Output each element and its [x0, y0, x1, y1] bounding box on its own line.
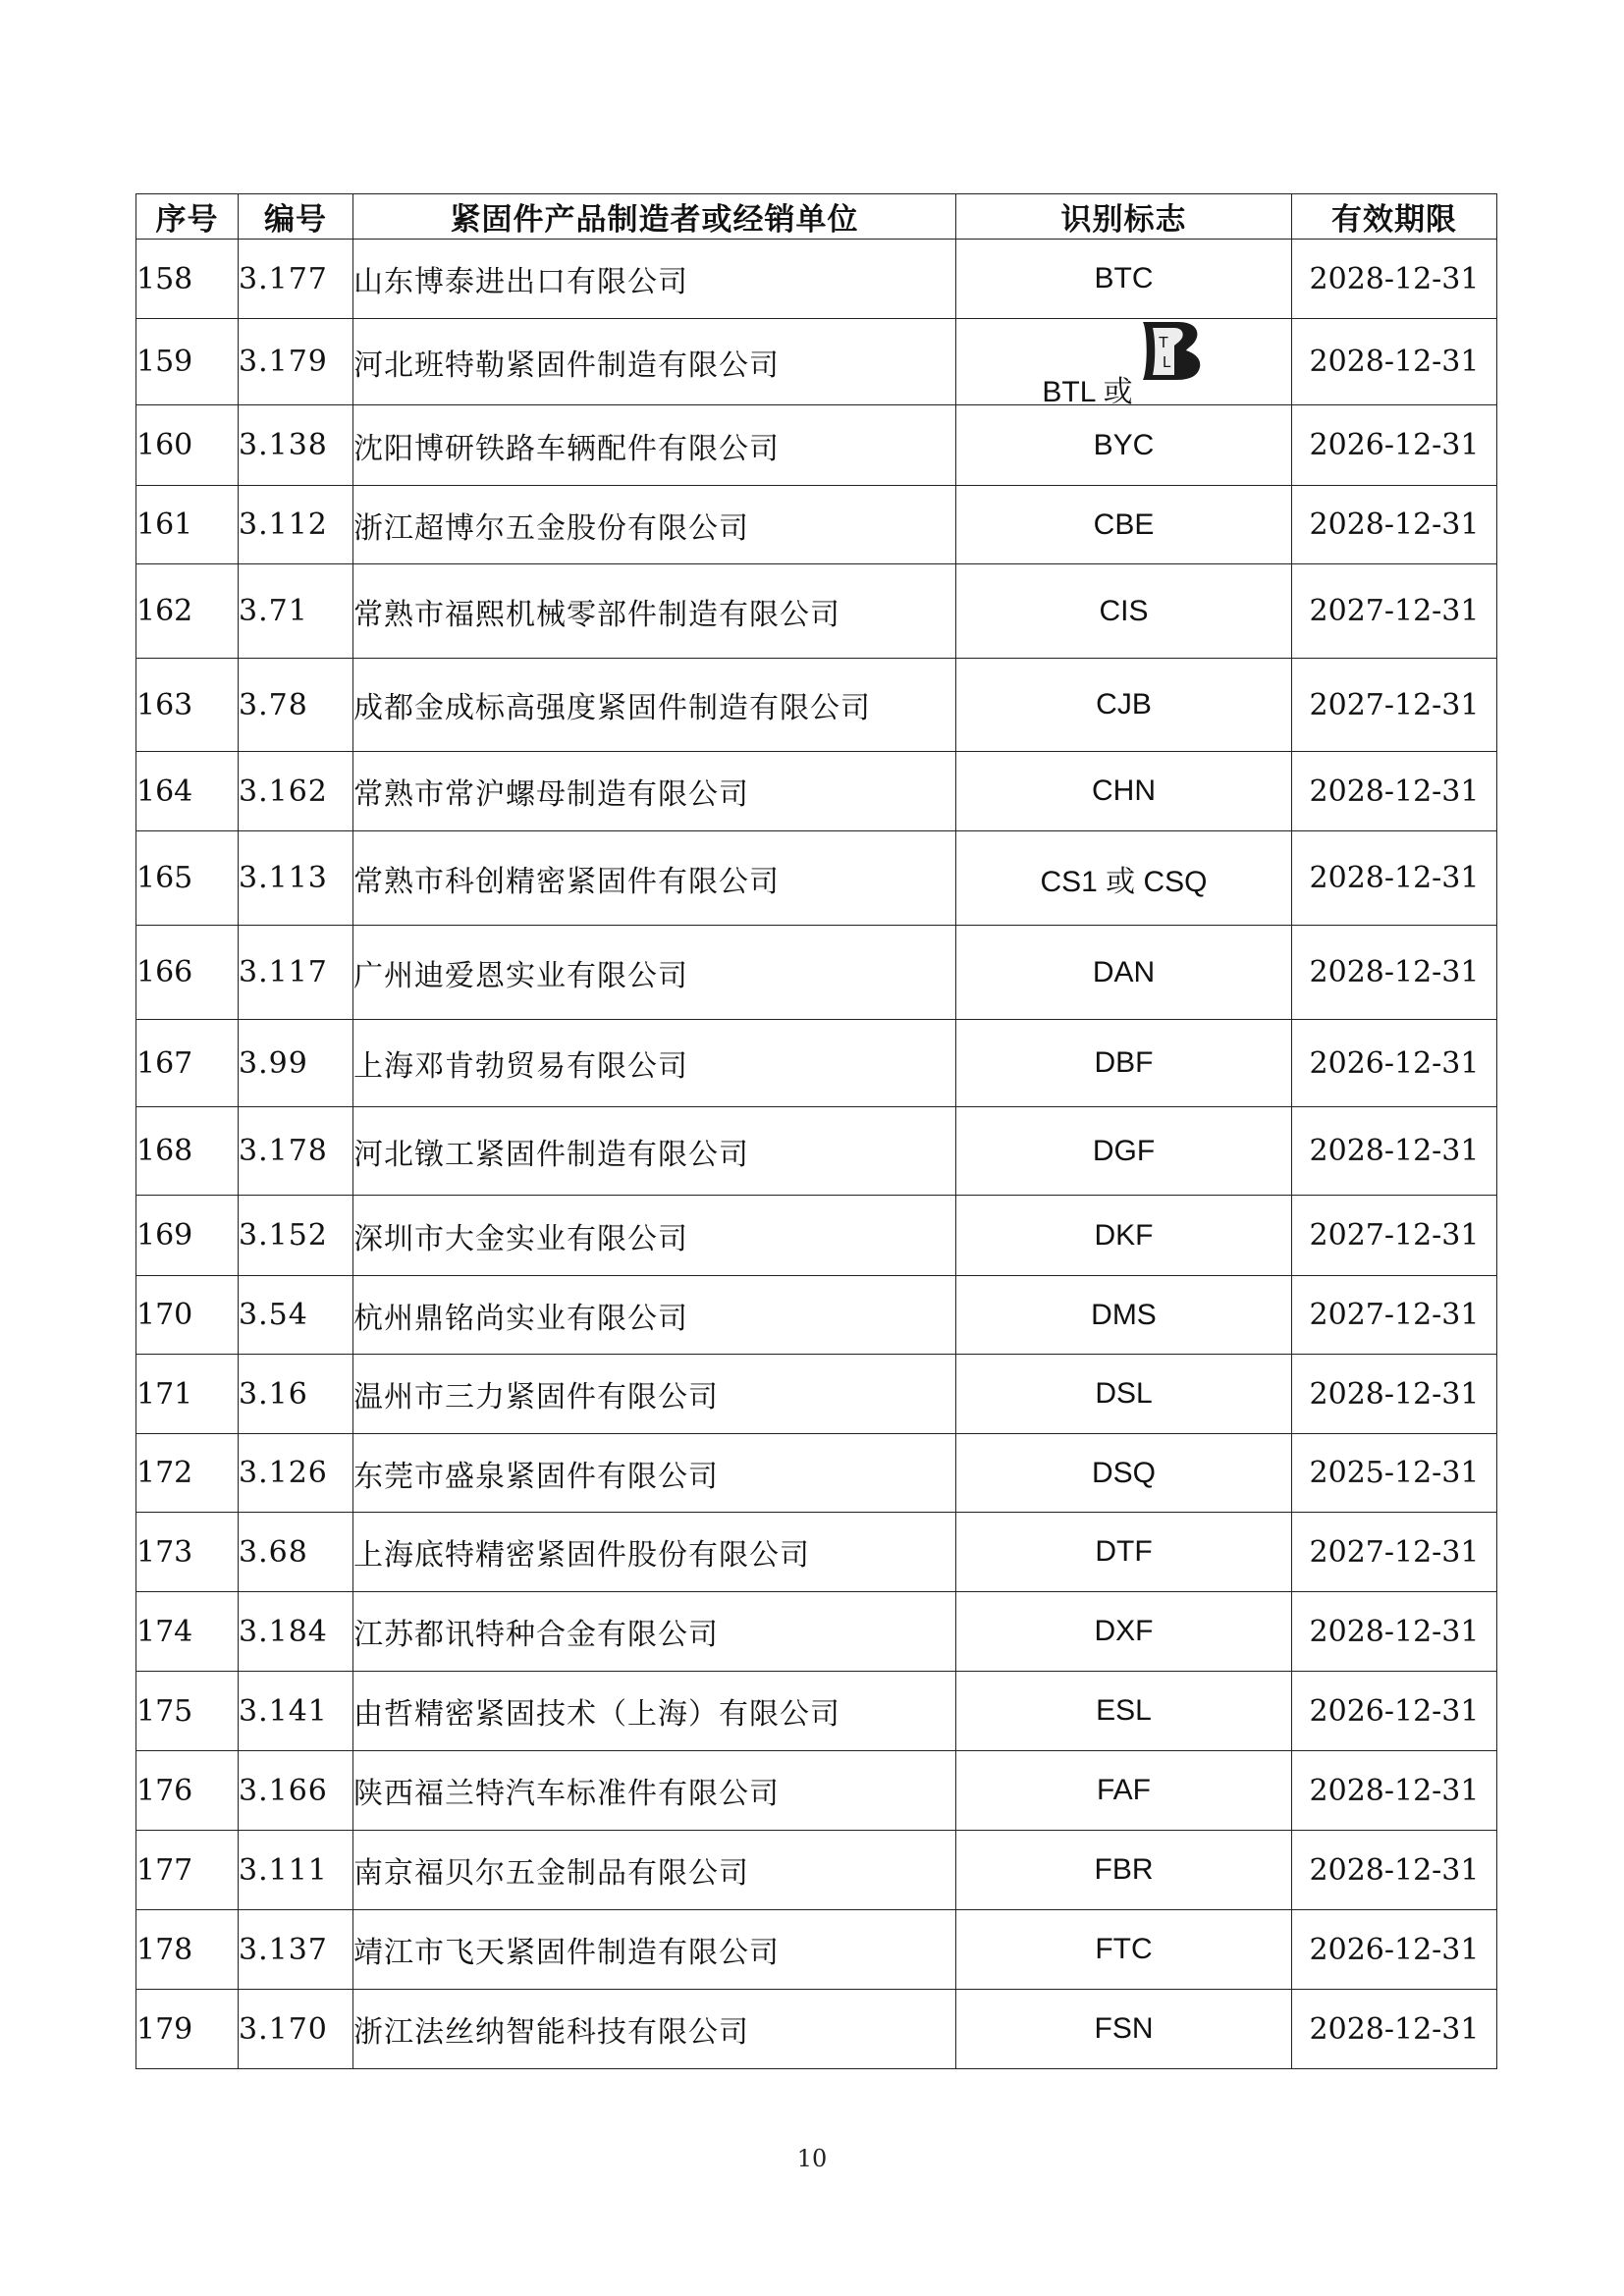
cell-company-name: 河北班特勒紧固件制造有限公司 — [353, 319, 956, 405]
table-row — [136, 752, 1497, 831]
cell-seq: 161 — [136, 486, 239, 564]
cell-mark: ESL — [956, 1672, 1292, 1751]
cell-company-name: 温州市三力紧固件有限公司 — [353, 1355, 956, 1434]
cell-valid-date: 2027-12-31 — [1292, 1196, 1497, 1276]
cell-seq: 162 — [136, 564, 239, 659]
cell-seq: 172 — [136, 1434, 239, 1513]
table-row — [136, 1276, 1497, 1355]
cell-seq: 175 — [136, 1672, 239, 1751]
header-mark: 识别标志 — [956, 194, 1292, 240]
cell-valid-date: 2028-12-31 — [1292, 1592, 1497, 1672]
cell-mark: DXF — [956, 1592, 1292, 1672]
table-row — [136, 831, 1497, 926]
cell-company-name: 常熟市常沪螺母制造有限公司 — [353, 752, 956, 831]
cell-valid-date: 2028-12-31 — [1292, 1751, 1497, 1831]
cell-mark: DSL — [956, 1355, 1292, 1434]
cell-valid-date: 2028-12-31 — [1292, 1990, 1497, 2069]
logo-letter-l: L — [1162, 352, 1170, 371]
cell-mark: BTC — [956, 240, 1292, 319]
cell-seq: 170 — [136, 1276, 239, 1355]
cell-code: 3.99 — [239, 1020, 353, 1107]
cell-company-name: 沈阳博研铁路车辆配件有限公司 — [353, 405, 956, 486]
cell-mark: FBR — [956, 1831, 1292, 1910]
table-row — [136, 1910, 1497, 1990]
cell-code: 3.78 — [239, 659, 353, 752]
table-row — [136, 1434, 1497, 1513]
cell-valid-date: 2026-12-31 — [1292, 405, 1497, 486]
table-row — [136, 1751, 1497, 1831]
cell-seq: 169 — [136, 1196, 239, 1276]
cell-mark: DSQ — [956, 1434, 1292, 1513]
cell-company-name: 山东博泰进出口有限公司 — [353, 240, 956, 319]
cell-mark: CHN — [956, 752, 1292, 831]
cell-code: 3.162 — [239, 752, 353, 831]
cell-code: 3.170 — [239, 1990, 353, 2069]
cell-company-name: 东莞市盛泉紧固件有限公司 — [353, 1434, 956, 1513]
cell-mark: CJB — [956, 659, 1292, 752]
table-row — [136, 1831, 1497, 1910]
header-seq: 序号 — [136, 194, 239, 240]
table-row — [136, 1990, 1497, 2069]
cell-company-name: 深圳市大金实业有限公司 — [353, 1196, 956, 1276]
cell-code: 3.126 — [239, 1434, 353, 1513]
cell-company-name: 陕西福兰特汽车标准件有限公司 — [353, 1751, 956, 1831]
table-row — [136, 1355, 1497, 1434]
table-row — [136, 1592, 1497, 1672]
table-row — [136, 405, 1497, 486]
cell-mark: CIS — [956, 564, 1292, 659]
cell-valid-date: 2027-12-31 — [1292, 564, 1497, 659]
cell-mark — [956, 319, 1292, 408]
cell-seq: 178 — [136, 1910, 239, 1990]
cell-valid-date: 2027-12-31 — [1292, 659, 1497, 752]
cell-seq: 179 — [136, 1990, 239, 2069]
cell-code: 3.137 — [239, 1910, 353, 1990]
cell-mark: DTF — [956, 1513, 1292, 1592]
table-row — [136, 240, 1497, 319]
table-row — [136, 564, 1497, 659]
table-row — [136, 1196, 1497, 1276]
header-code: 编号 — [239, 194, 353, 240]
cell-code: 3.111 — [239, 1831, 353, 1910]
table-header-row — [136, 194, 1497, 240]
mark-text: BTL 或 — [1042, 375, 1133, 408]
cell-code: 3.177 — [239, 240, 353, 319]
cell-valid-date: 2027-12-31 — [1292, 1513, 1497, 1592]
cell-valid-date: 2027-12-31 — [1292, 1276, 1497, 1355]
cell-seq: 173 — [136, 1513, 239, 1592]
cell-valid-date: 2026-12-31 — [1292, 1020, 1497, 1107]
cell-valid-date: 2028-12-31 — [1292, 926, 1497, 1020]
cell-company-name: 江苏都讯特种合金有限公司 — [353, 1592, 956, 1672]
cell-company-name: 由哲精密紧固技术（上海）有限公司 — [353, 1672, 956, 1751]
cell-code: 3.184 — [239, 1592, 353, 1672]
cell-mark: DGF — [956, 1107, 1292, 1196]
cell-mark: CS1 或 CSQ — [956, 831, 1292, 926]
page-number: 10 — [796, 2145, 828, 2172]
cell-mark: CBE — [956, 486, 1292, 564]
cell-code: 3.113 — [239, 831, 353, 926]
b-shield-logo-icon — [1137, 318, 1206, 383]
cell-company-name: 成都金成标高强度紧固件制造有限公司 — [353, 659, 956, 752]
cell-seq: 176 — [136, 1751, 239, 1831]
cell-seq: 167 — [136, 1020, 239, 1107]
cell-company-name: 浙江超博尔五金股份有限公司 — [353, 486, 956, 564]
cell-code: 3.138 — [239, 405, 353, 486]
cell-seq: 168 — [136, 1107, 239, 1196]
cell-valid-date: 2028-12-31 — [1292, 486, 1497, 564]
table-row — [136, 319, 1497, 405]
cell-valid-date: 2026-12-31 — [1292, 1910, 1497, 1990]
cell-mark: DAN — [956, 926, 1292, 1020]
cell-code: 3.178 — [239, 1107, 353, 1196]
cell-code: 3.141 — [239, 1672, 353, 1751]
cell-valid-date: 2028-12-31 — [1292, 319, 1497, 405]
cell-seq: 177 — [136, 1831, 239, 1910]
table-row — [136, 659, 1497, 752]
cell-company-name: 上海邓肯勃贸易有限公司 — [353, 1020, 956, 1107]
cell-company-name: 上海底特精密紧固件股份有限公司 — [353, 1513, 956, 1592]
cell-valid-date: 2025-12-31 — [1292, 1434, 1497, 1513]
header-valid: 有效期限 — [1292, 194, 1497, 240]
cell-seq: 160 — [136, 405, 239, 486]
cell-mark: DMS — [956, 1276, 1292, 1355]
cell-company-name: 常熟市福熙机械零部件制造有限公司 — [353, 564, 956, 659]
cell-valid-date: 2028-12-31 — [1292, 1107, 1497, 1196]
cell-company-name: 靖江市飞天紧固件制造有限公司 — [353, 1910, 956, 1990]
cell-mark: FSN — [956, 1990, 1292, 2069]
cell-company-name: 河北镦工紧固件制造有限公司 — [353, 1107, 956, 1196]
cell-code: 3.179 — [239, 319, 353, 405]
table-row — [136, 1513, 1497, 1592]
table-row — [136, 1020, 1497, 1107]
cell-seq: 165 — [136, 831, 239, 926]
cell-code: 3.16 — [239, 1355, 353, 1434]
table-row — [136, 1107, 1497, 1196]
cell-mark: BYC — [956, 405, 1292, 486]
cell-mark: DKF — [956, 1196, 1292, 1276]
cell-mark: DBF — [956, 1020, 1292, 1107]
cell-code: 3.68 — [239, 1513, 353, 1592]
cell-seq: 166 — [136, 926, 239, 1020]
cell-company-name: 浙江法丝纳智能科技有限公司 — [353, 1990, 956, 2069]
header-name: 紧固件产品制造者或经销单位 — [353, 194, 956, 240]
cell-mark: FTC — [956, 1910, 1292, 1990]
cell-seq: 171 — [136, 1355, 239, 1434]
cell-mark: FAF — [956, 1751, 1292, 1831]
cell-code: 3.117 — [239, 926, 353, 1020]
table-row — [136, 486, 1497, 564]
cell-valid-date: 2028-12-31 — [1292, 1355, 1497, 1434]
cell-seq: 158 — [136, 240, 239, 319]
cell-company-name: 广州迪爱恩实业有限公司 — [353, 926, 956, 1020]
cell-valid-date: 2028-12-31 — [1292, 831, 1497, 926]
cell-seq: 163 — [136, 659, 239, 752]
cell-code: 3.54 — [239, 1276, 353, 1355]
cell-company-name: 南京福贝尔五金制品有限公司 — [353, 1831, 956, 1910]
cell-company-name: 常熟市科创精密紧固件有限公司 — [353, 831, 956, 926]
cell-seq: 164 — [136, 752, 239, 831]
table-row — [136, 926, 1497, 1020]
cell-code: 3.71 — [239, 564, 353, 659]
cell-code: 3.152 — [239, 1196, 353, 1276]
cell-valid-date: 2028-12-31 — [1292, 1831, 1497, 1910]
logo-letter-t: T — [1159, 333, 1168, 351]
fastener-registry-table — [135, 193, 1497, 2069]
cell-valid-date: 2028-12-31 — [1292, 752, 1497, 831]
cell-code: 3.112 — [239, 486, 353, 564]
cell-valid-date: 2026-12-31 — [1292, 1672, 1497, 1751]
cell-seq: 174 — [136, 1592, 239, 1672]
cell-valid-date: 2028-12-31 — [1292, 240, 1497, 319]
cell-company-name: 杭州鼎铭尚实业有限公司 — [353, 1276, 956, 1355]
cell-code: 3.166 — [239, 1751, 353, 1831]
table-row — [136, 1672, 1497, 1751]
cell-seq: 159 — [136, 319, 239, 405]
